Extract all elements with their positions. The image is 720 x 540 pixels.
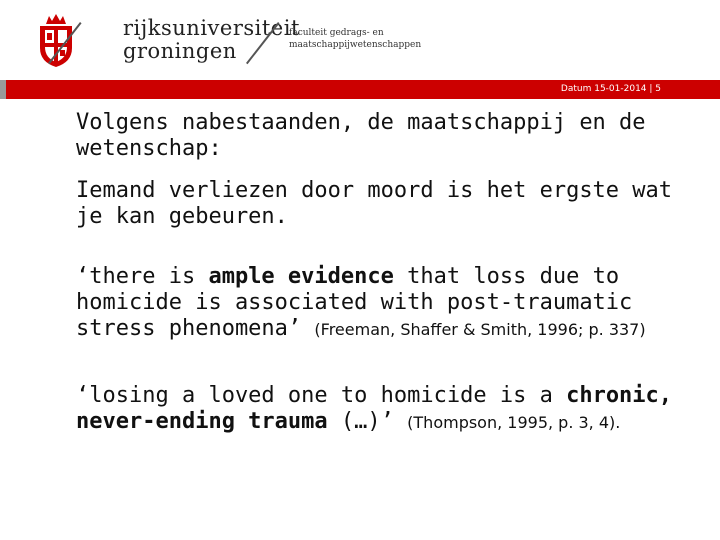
faculty-name-line2: maatschappijwetenschappen [289, 40, 422, 50]
intro-paragraph: Volgens nabestaanden, de maatschappij en de wetenschap: [76, 110, 646, 161]
quote-text: ‘losing a loved one to homicide is a [76, 383, 567, 408]
slide-body [76, 110, 706, 436]
quote-emphasis: ample evidence [208, 264, 394, 289]
quote-thompson [76, 383, 706, 436]
faculty-name-line1: faculteit gedrags- en [289, 28, 384, 38]
quote-text: (…)’ [327, 409, 408, 434]
statement-paragraph: Iemand verliezen door moord is het ergste wat je kan gebeuren. [76, 178, 673, 229]
quote-text: ‘there is [76, 264, 209, 289]
university-crest-icon [36, 12, 76, 68]
quote-freeman [76, 264, 706, 343]
university-name-line2: groningen [123, 39, 237, 63]
bar-accent [0, 80, 6, 99]
university-name-line1: rijksuniversiteit [123, 16, 300, 40]
slide-date-and-number: Datum 15-01-2014 | 5 [560, 84, 661, 94]
slide-header [0, 0, 720, 80]
citation: (Thompson, 1995, p. 3, 4). [407, 413, 621, 432]
quote-text: that loss due to homicide is associated with post-traumatic stress phenomena’ [76, 264, 633, 341]
quote-emphasis: chronic, never-ending trauma [76, 383, 673, 434]
citation: (Freeman, Shaffer & Smith, 1996; p. 337) [314, 320, 646, 339]
